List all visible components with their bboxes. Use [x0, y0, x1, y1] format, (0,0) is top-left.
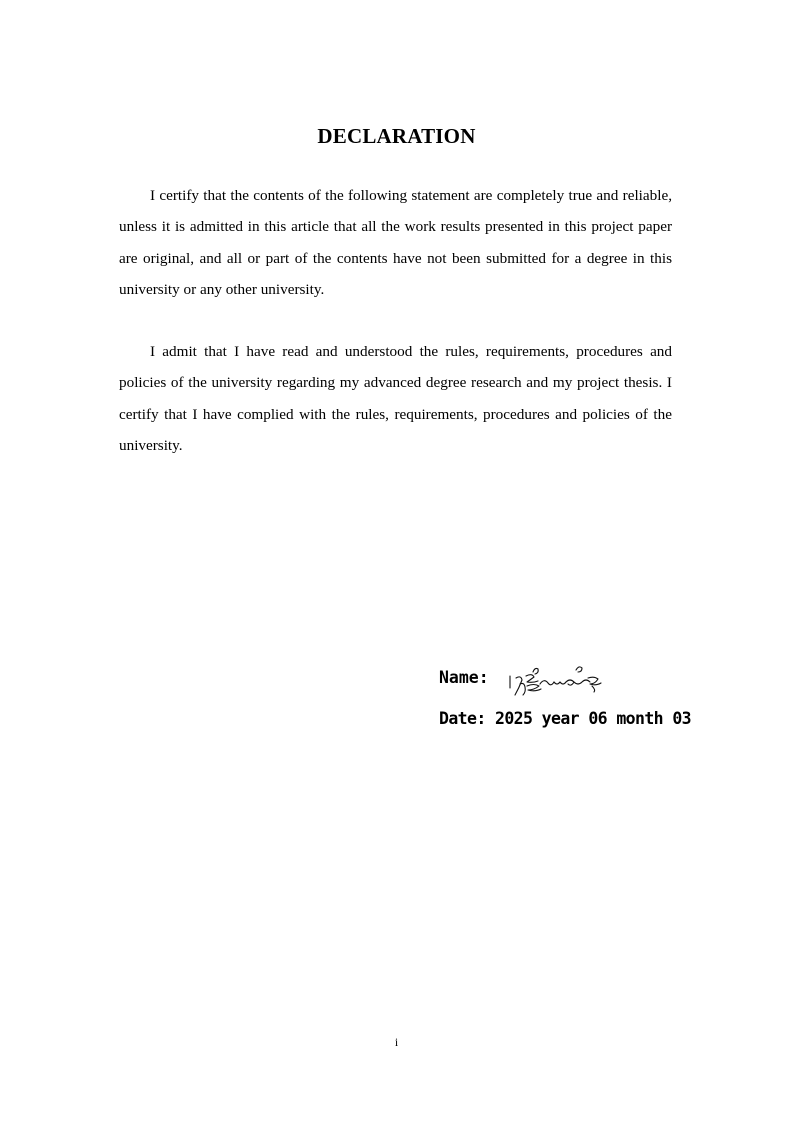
- page-number: i: [394, 1035, 399, 1049]
- declaration-paragraph-2: I admit that I have read and understood the rules, requirements, procedures and policies of the university regarding my advanced degree research and my project thesis. I certify that I have complied with the rules, requirements, procedures and policies of the university.: [119, 343, 672, 454]
- date-line: Date: 2025 year 06 month 03: [439, 709, 692, 728]
- page-title: DECLARATION: [317, 124, 476, 148]
- name-label: Name:: [439, 668, 489, 687]
- declaration-paragraph-1: I certify that the contents of the following statement are completely true and reliable, unless it is admitted in this article that all the work results presented in this project paper are original, and all or part of the contents have not been submitted for a degree in this university or any other university.: [119, 187, 672, 298]
- handwritten-signature: [508, 664, 604, 698]
